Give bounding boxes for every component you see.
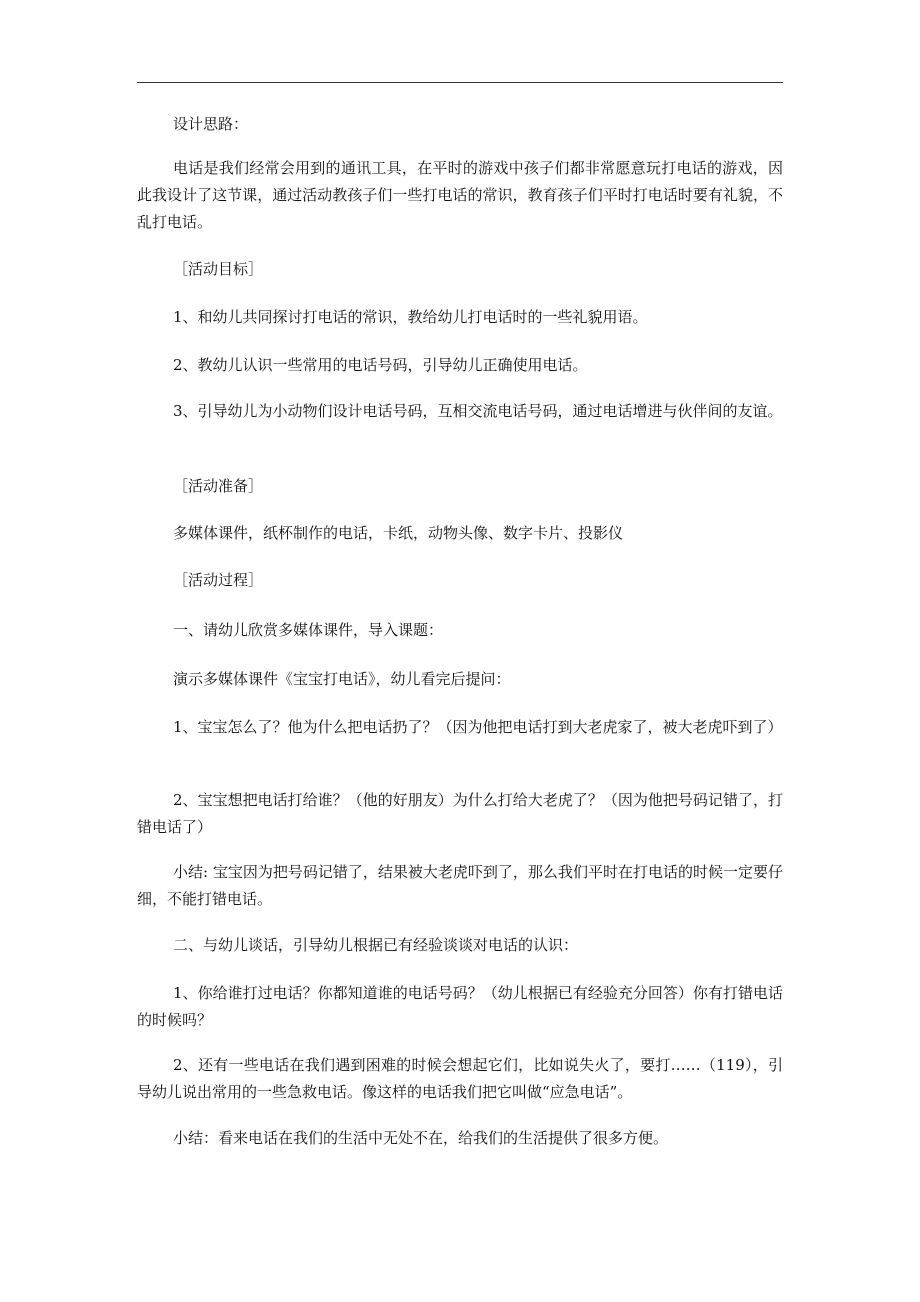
header-rule	[137, 82, 783, 83]
summary-1: 小结: 宝宝因为把号码记错了，结果被大老虎吓到了，那么我们平时在打电话的时候一定要仔细，不能打错电话。	[137, 863, 783, 908]
summary-2: 小结：看来电话在我们的生活中无处不在，给我们的生活提供了很多方便。	[173, 1129, 669, 1147]
process-step-1-text: 演示多媒体课件《宝宝打电话》，幼儿看完后提问：	[173, 670, 511, 688]
goal-item-2: 2、教幼儿认识一些常用的电话号码，引导幼儿正确使用电话。	[173, 356, 588, 374]
question-1: 1、宝宝怎么了？他为什么把电话扔了？（因为他把电话打到大老虎家了，被大老虎吓到了）	[173, 718, 783, 736]
goal-item-1: 1、和幼儿共同探讨打电话的常识，教给幼儿打电话时的一些礼貌用语。	[173, 308, 648, 326]
section-heading-preparation: ［活动准备］	[173, 477, 264, 495]
goal-item-3: 3、引导幼儿为小动物们设计电话号码，互相交流电话号码，通过电话增进与伙伴间的友谊。	[173, 402, 783, 420]
process-step-1-heading: 一、请幼儿欣赏多媒体课件，导入课题：	[173, 621, 444, 639]
discussion-1: 1、你给谁打过电话？你都知道谁的电话号码？（幼儿根据已有经验充分回答）你有打错电话的时候吗？	[137, 984, 783, 1029]
preparation-text: 多媒体课件，纸杯制作的电话，卡纸，动物头像、数字卡片、投影仪	[173, 524, 624, 542]
section-heading-process: ［活动过程］	[173, 571, 264, 589]
paragraph-design-heading: 设计思路：	[173, 115, 249, 133]
question-2: 2、宝宝想把电话打给谁？（他的好朋友）为什么打给大老虎了？（因为他把号码记错了，打错电话了）	[137, 791, 783, 836]
paragraph-design-text: 电话是我们经常会用到的通讯工具，在平时的游戏中孩子们都非常愿意玩打电话的游戏，因此我设计了这节课，通过活动教孩子们一些打电话的常识，教育孩子们平时打电话时要有礼貌，不乱打电话。	[137, 159, 783, 231]
section-heading-goals: ［活动目标］	[173, 260, 264, 278]
discussion-2: 2、还有一些电话在我们遇到困难的时候会想起它们，比如说失火了，要打……（119），引导幼儿说出常用的一些急救电话。像这样的电话我们把它叫做“应急电话”。	[137, 1056, 783, 1101]
process-step-2-heading: 二、与幼儿谈话，引导幼儿根据已有经验谈谈对电话的认识：	[173, 936, 579, 954]
